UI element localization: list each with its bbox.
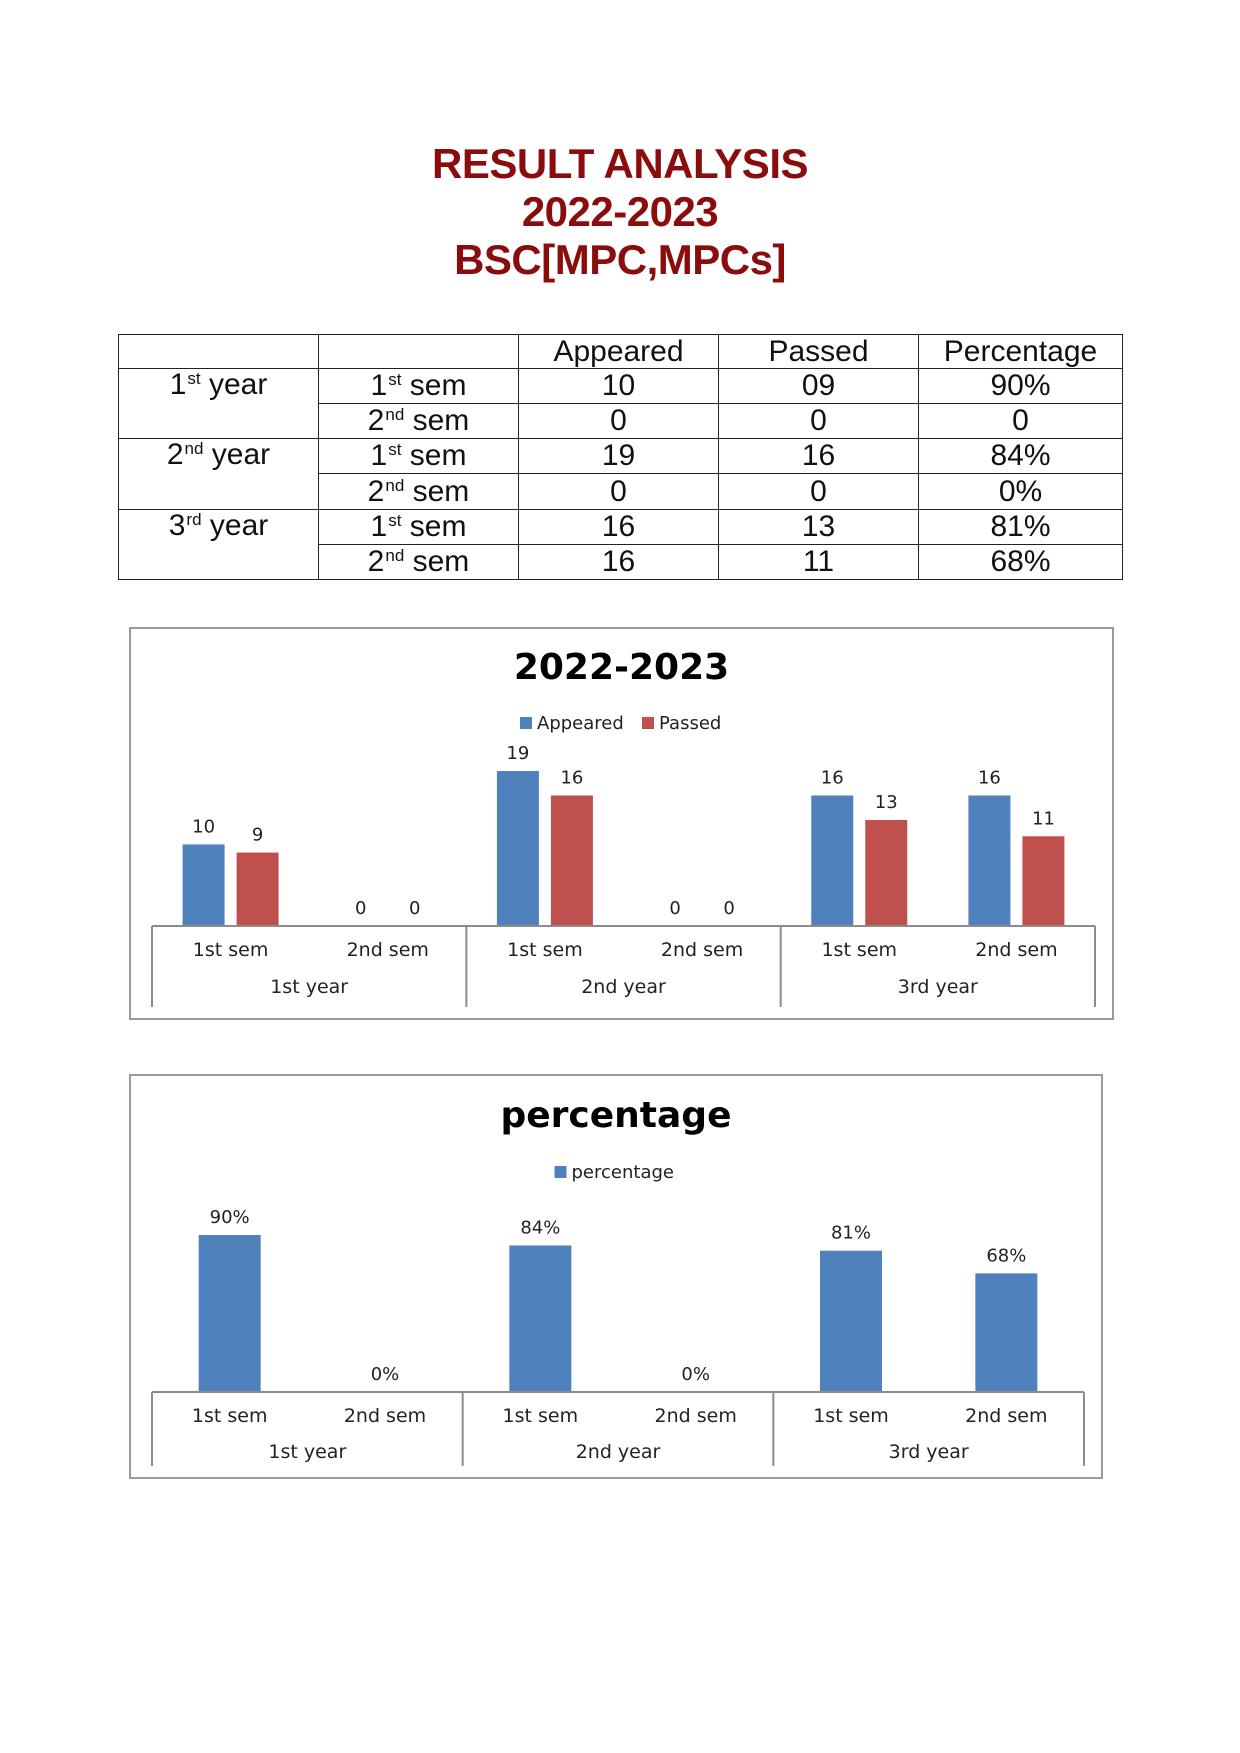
sem-suffix: st <box>388 440 402 460</box>
x-group-label: 3rd year <box>897 976 978 998</box>
sem-number: 2 <box>367 544 385 578</box>
bar-appeared <box>183 844 225 926</box>
appeared-cell: 0 <box>519 404 719 439</box>
data-label: 16 <box>560 767 584 789</box>
sem-word: sem <box>412 474 470 508</box>
sem-suffix: st <box>388 510 402 530</box>
bar-percentage <box>509 1245 571 1392</box>
table-row <box>119 509 1123 544</box>
appeared-cell: 10 <box>519 369 719 404</box>
legend-label-appeared: Appeared <box>537 713 624 734</box>
year-suffix: rd <box>186 509 202 529</box>
legend-swatch-percentage <box>555 1166 567 1178</box>
sem-word: sem <box>409 439 467 473</box>
year-number: 1 <box>169 368 187 401</box>
x-tick-label: 1st sem <box>821 939 898 961</box>
passed-cell: 09 <box>719 369 919 404</box>
data-label: 90% <box>209 1207 250 1228</box>
bar-appeared <box>968 795 1010 926</box>
passed-cell: 0 <box>719 404 919 439</box>
data-label: 16 <box>820 767 844 789</box>
year-word: year <box>208 368 268 401</box>
bar-percentage <box>820 1251 882 1392</box>
percentage-cell: 81% <box>919 509 1123 544</box>
x-tick-label: 1st sem <box>192 939 269 961</box>
data-label: 0% <box>681 1364 710 1385</box>
data-label: 16 <box>977 767 1001 789</box>
percentage-bar-chart <box>129 1074 1103 1479</box>
data-label: 0 <box>409 898 421 919</box>
percentage-cell: 0 <box>919 404 1123 439</box>
sem-suffix: nd <box>385 475 405 495</box>
bar-passed <box>865 820 907 926</box>
title-line-1: RESULT ANALYSIS <box>432 140 808 187</box>
sem-word: sem <box>409 369 467 403</box>
header-cell-year <box>119 335 319 369</box>
percentage-cell: 68% <box>919 544 1123 579</box>
x-group-label: 2nd year <box>575 1441 661 1463</box>
header-cell-appeared: Appeared <box>519 335 719 369</box>
year-suffix: st <box>187 369 201 388</box>
results-table <box>118 334 1123 580</box>
appeared-cell: 19 <box>519 439 719 474</box>
appeared-cell: 0 <box>519 474 719 509</box>
sem-cell <box>319 439 519 474</box>
data-label: 0% <box>370 1364 400 1385</box>
year-cell <box>119 369 319 439</box>
x-tick-label: 2nd sem <box>343 1405 427 1427</box>
legend-swatch-passed <box>642 717 654 729</box>
sem-cell <box>319 404 519 439</box>
x-tick-label: 1st sem <box>191 1405 268 1427</box>
sem-suffix: nd <box>385 405 405 425</box>
x-group-label: 2nd year <box>581 976 666 998</box>
passed-cell: 13 <box>719 509 919 544</box>
data-label: 9 <box>251 824 264 846</box>
sem-number: 1 <box>370 509 388 543</box>
bar-percentage <box>975 1273 1037 1392</box>
bar-passed <box>1022 836 1064 926</box>
year-suffix: nd <box>184 439 204 459</box>
sem-cell <box>319 544 519 579</box>
year-word: year <box>209 508 269 542</box>
sem-word: sem <box>412 404 470 438</box>
year-number: 2 <box>166 438 184 472</box>
percentage-cell: 0% <box>919 474 1123 509</box>
sem-number: 2 <box>367 404 385 438</box>
data-label: 11 <box>1031 808 1055 830</box>
bar-appeared <box>811 795 853 926</box>
passed-cell: 16 <box>719 439 919 474</box>
header-cell-passed: Passed <box>719 335 919 369</box>
header-cell-sem <box>319 335 519 369</box>
sem-word: sem <box>412 544 470 578</box>
page-title <box>0 140 1240 284</box>
data-label: 10 <box>192 816 216 838</box>
legend-swatch-appeared <box>520 717 532 729</box>
sem-cell <box>319 509 519 544</box>
header-cell-percentage: Percentage <box>919 335 1123 369</box>
data-label: 81% <box>830 1222 872 1244</box>
appeared-cell: 16 <box>519 509 719 544</box>
bar-percentage <box>199 1235 261 1392</box>
x-tick-label: 2nd sem <box>975 939 1058 961</box>
passed-cell: 0 <box>719 474 919 509</box>
x-tick-label: 2nd sem <box>660 939 744 961</box>
data-label: 84% <box>520 1217 561 1239</box>
sem-cell <box>319 474 519 509</box>
table-row <box>119 369 1123 404</box>
data-label: 0 <box>723 898 735 919</box>
sem-cell <box>319 369 519 404</box>
year-number: 3 <box>168 508 186 542</box>
year-cell <box>119 439 319 509</box>
appeared-cell: 16 <box>519 544 719 579</box>
x-group-label: 3rd year <box>888 1441 969 1463</box>
sem-number: 2 <box>367 474 385 508</box>
x-tick-label: 2nd sem <box>965 1405 1048 1427</box>
title-line-3: BSC[MPC,MPCs] <box>454 236 786 283</box>
year-word: year <box>211 438 271 472</box>
data-label: 68% <box>986 1245 1027 1267</box>
chart-title: percentage <box>500 1095 732 1136</box>
data-label: 0 <box>669 898 681 919</box>
legend-label-percentage: percentage <box>571 1162 674 1183</box>
year-cell <box>119 509 319 579</box>
title-line-2: 2022-2023 <box>521 188 719 235</box>
passed-cell: 11 <box>719 544 919 579</box>
x-group-label: 1st year <box>270 976 349 998</box>
sem-word: sem <box>409 509 467 543</box>
percentage-cell: 84% <box>919 439 1123 474</box>
sem-suffix: nd <box>385 545 405 565</box>
legend-label-passed: Passed <box>659 713 722 734</box>
percentage-cell: 90% <box>919 369 1123 404</box>
sem-number: 1 <box>370 369 388 403</box>
table-row <box>119 439 1123 474</box>
data-label: 13 <box>874 791 898 813</box>
data-label: 19 <box>506 743 530 764</box>
results-bar-chart <box>129 627 1114 1020</box>
sem-suffix: st <box>388 370 402 390</box>
table-header-row <box>119 335 1123 369</box>
x-tick-label: 1st sem <box>502 1405 579 1427</box>
x-tick-label: 2nd sem <box>346 939 429 961</box>
bar-passed <box>237 853 279 926</box>
x-group-label: 1st year <box>268 1441 347 1463</box>
x-tick-label: 1st sem <box>507 939 583 961</box>
sem-number: 1 <box>370 439 388 473</box>
chart-title: 2022-2023 <box>513 647 730 688</box>
x-tick-label: 1st sem <box>813 1405 889 1427</box>
x-tick-label: 2nd sem <box>654 1405 737 1427</box>
results-bar-chart-svg <box>131 629 1112 1018</box>
bar-appeared <box>497 771 539 926</box>
data-label: 0 <box>355 898 367 919</box>
percentage-bar-chart-svg <box>131 1076 1101 1477</box>
bar-passed <box>551 795 593 926</box>
